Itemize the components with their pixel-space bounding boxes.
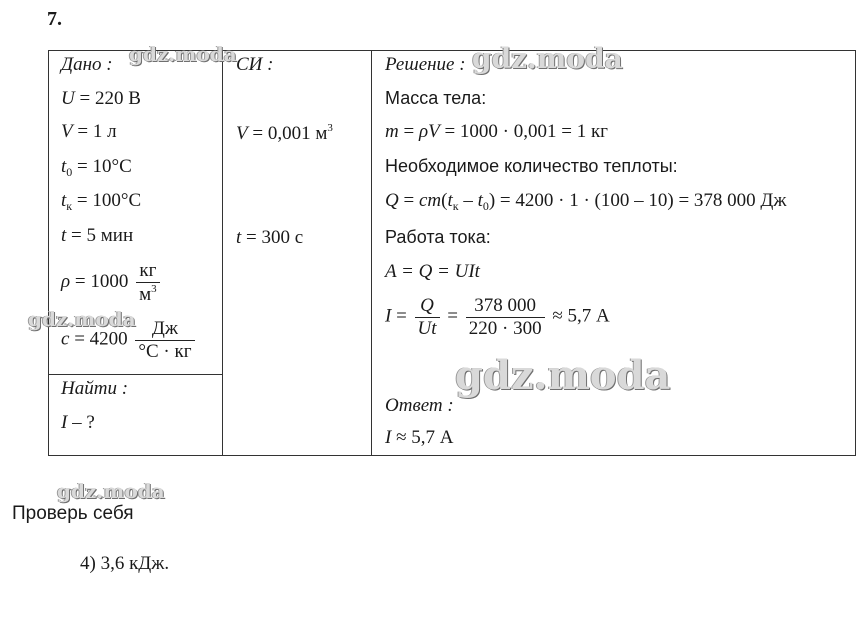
current-fraction-symbolic: $\frac{Q}{Ut}$ — [415, 295, 440, 340]
watermark: gdz.moda — [472, 42, 623, 75]
given-density: ρ = 1000 $\frac{кг}{м^3}$ — [61, 260, 163, 306]
work-formula: A = Q = UIt — [385, 261, 480, 282]
si-header: СИ : — [236, 54, 274, 75]
given-time: t = 5 мин — [61, 225, 134, 246]
current-formula: I = $\frac{Q}{Ut}$ = $\frac{378 000}{220 \cdot 300}$ ≈ 5,7 А — [385, 295, 610, 339]
table-divider-1 — [222, 50, 223, 456]
check-yourself-label: Проверь себя — [12, 503, 134, 524]
mass-label: Масса тела: — [385, 88, 487, 108]
mass-formula: m = ρV = 1000 · 0,001 = 1 кг — [385, 121, 608, 142]
table-right-border — [855, 50, 856, 456]
answer-header: Ответ : — [385, 395, 454, 416]
specific-heat-unit-fraction: $\frac{Дж}{^\circ С \cdot кг}$ — [135, 318, 194, 363]
table-bottom-border — [48, 455, 856, 456]
table-left-border — [48, 50, 49, 456]
solution-header: Решение : — [385, 54, 466, 75]
problem-number: 7. — [47, 8, 62, 30]
given-volume: V = 1 л — [61, 121, 117, 142]
watermark: gdz.moda — [455, 352, 671, 399]
find-current: I – ? — [61, 412, 95, 433]
density-unit-fraction: $\frac{кг}{м^3}$ — [136, 260, 160, 306]
heat-label: Необходимое количество теплоты: — [385, 156, 678, 176]
given-final-temp: $t_к = 100^\circ С$ — [61, 190, 142, 213]
si-volume: V = 0,001 $м^3$ — [236, 122, 333, 144]
given-find-divider — [48, 374, 223, 375]
given-specific-heat: c = 4200 $\frac{Дж}{^\circ С \cdot кг}$ — [61, 318, 198, 363]
answer-value: I ≈ 5,7 А — [385, 427, 454, 448]
find-header: Найти : — [61, 378, 129, 399]
given-voltage: U = 220 В — [61, 88, 141, 109]
heat-formula: $Q = cm(t_к - t_0) = 4200 \cdot 1 \cdot (100 - 10) = 378$ 000 Дж — [385, 190, 787, 213]
given-initial-temp: $t_0 = 10^\circ С$ — [61, 156, 132, 179]
work-label: Работа тока: — [385, 227, 491, 247]
watermark: gdz.moda — [28, 307, 136, 331]
given-header: Дано : — [61, 54, 113, 75]
watermark: gdz.moda — [129, 42, 237, 66]
check-answer: 4) 3,6 кДж. — [80, 553, 170, 574]
si-time: t = 300 с — [236, 227, 304, 248]
watermark: gdz.moda — [57, 479, 165, 503]
current-fraction-numeric: $\frac{378 000}{220 \cdot 300}$ — [466, 295, 545, 340]
table-divider-2 — [371, 50, 372, 456]
